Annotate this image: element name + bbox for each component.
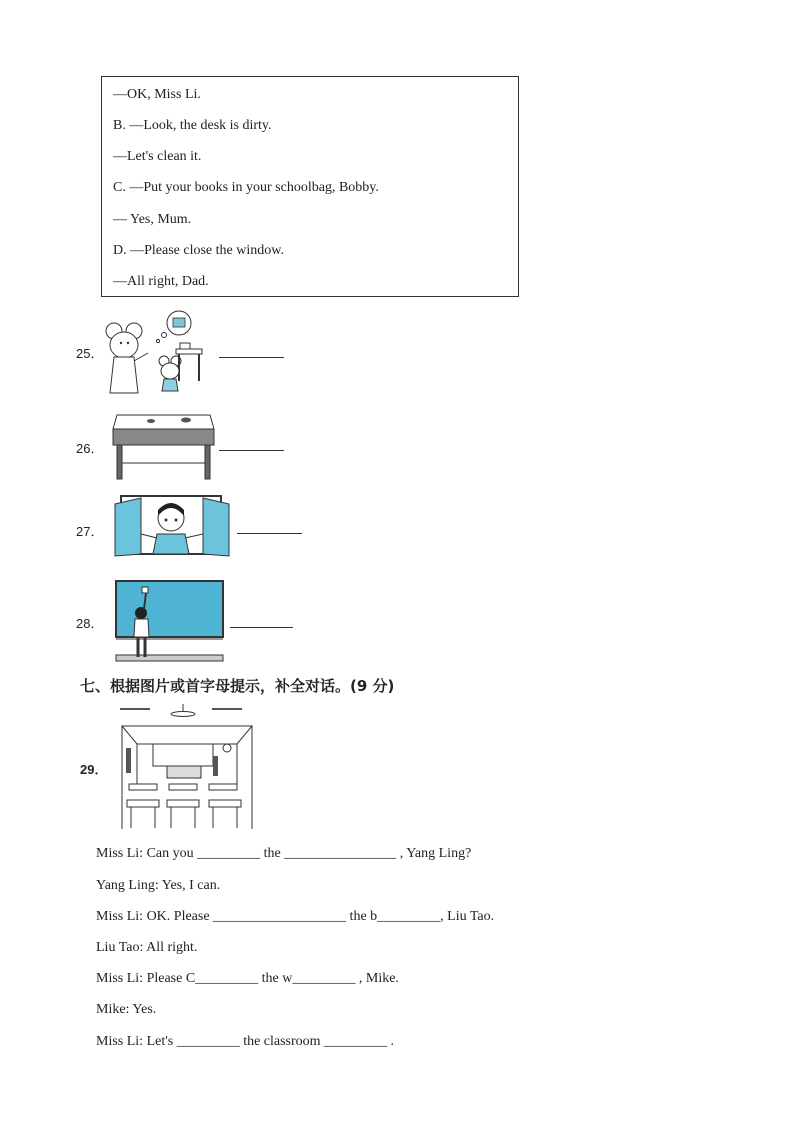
option-line: — Yes, Mum. bbox=[113, 212, 192, 227]
option-line: —All right, Dad. bbox=[113, 274, 209, 289]
question-number: 27． bbox=[76, 524, 104, 539]
mother-and-child-mice-icon bbox=[104, 309, 204, 395]
dialogue-line: Mike: Yes. bbox=[96, 1002, 157, 1017]
dialogue-line: Miss Li: Please C_________ the w_________ , Mike. bbox=[96, 971, 399, 986]
dirty-desk-icon bbox=[111, 411, 216, 481]
girl-at-window-icon bbox=[113, 494, 231, 561]
option-line: C. —Put your books in your schoolbag, Bobby. bbox=[113, 180, 379, 195]
dialogue-line: Yang Ling: Yes, I can. bbox=[96, 878, 221, 893]
dialogue-line: Miss Li: Can you _________ the ________________ , Yang Ling? bbox=[96, 846, 472, 861]
options-box bbox=[101, 76, 519, 297]
question-number: 25． bbox=[76, 346, 104, 361]
dialogue-line: Miss Li: OK. Please ___________________ the b_________, Liu Tao. bbox=[96, 909, 495, 924]
answer-blank[interactable] bbox=[230, 627, 293, 628]
answer-blank[interactable] bbox=[219, 357, 284, 358]
section-heading: 七、根据图片或首字母提示，补全对话。(9 分) bbox=[80, 677, 395, 695]
boy-cleaning-blackboard-icon bbox=[114, 579, 225, 663]
option-line: —OK, Miss Li. bbox=[113, 87, 201, 102]
answer-blank[interactable] bbox=[219, 450, 284, 451]
question-number: 26． bbox=[76, 441, 104, 456]
question-number: 29． bbox=[80, 762, 108, 777]
option-line: —Let's clean it. bbox=[113, 149, 202, 164]
answer-blank[interactable] bbox=[237, 533, 302, 534]
dialogue-line: Liu Tao: All right. bbox=[96, 940, 198, 955]
classroom-icon bbox=[117, 704, 257, 831]
question-number: 28． bbox=[76, 616, 104, 631]
dialogue-line: Miss Li: Let's _________ the classroom _________ . bbox=[96, 1034, 395, 1049]
option-line: B. —Look, the desk is dirty. bbox=[113, 118, 272, 133]
option-line: D. —Please close the window. bbox=[113, 243, 284, 258]
